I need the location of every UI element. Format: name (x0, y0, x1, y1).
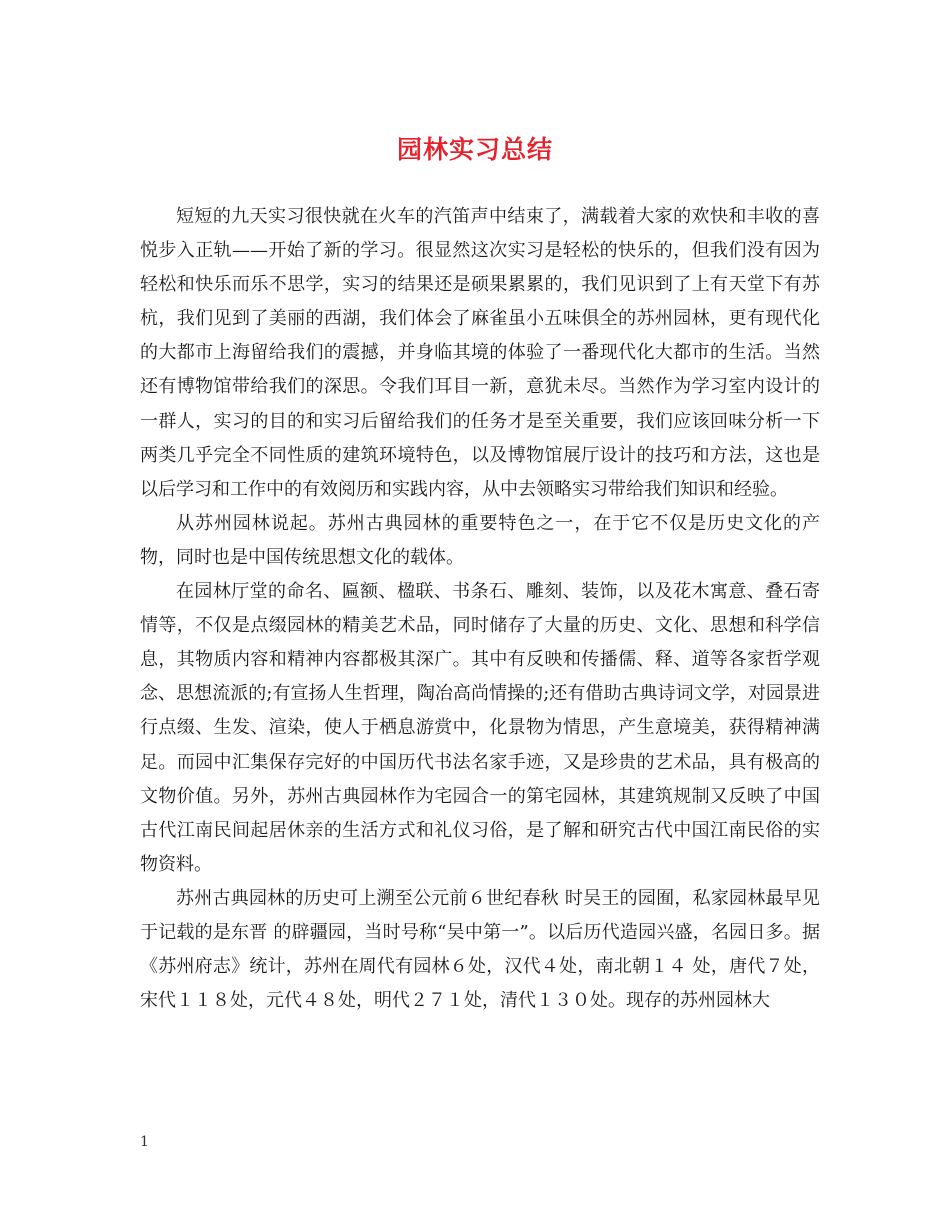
document-title: 园林实习总结 (396, 135, 553, 164)
paragraph-3: 在园林厅堂的命名、匾额、楹联、书条石、雕刻、装饰，以及花木寓意、叠石寄情等，不仅是点缀园林的精美艺术品，同时储存了大量的历史、文化、思想和科学信息，其物质内容和精神内容都极其深广。其中有反映和传播儒、释、道等各家哲学观念、思想流派的;有宣扬人生哲理，陶冶高尚情操的;还有借助古典诗词文学，对园景进行点缀、生发、渲染，使人于栖息游赏中，化景物为情思，产生意境美，获得精神满足。而园中汇集保存完好的中国历代书法名家手迹，又是珍贵的艺术品，具有极高的文物价值。另外，苏州古典园林作为宅园合一的第宅园林，其建筑规制又反映了中国古代江南民间起居休亲的生活方式和礼仪习俗，是了解和研究古代中国江南民俗的实物资料。 (140, 581, 820, 875)
paragraph-4: 苏州古典园林的历史可上溯至公元前６世纪春秋 时吴王的园囿，私家园林最早见于记载的是东晋 的辟疆园，当时号称“吴中第一”。以后历代造园兴盛，名园日多。据《苏州府志》统计，苏州在周代有园林６处，汉代４处，南北朝１４ 处，唐代７处，宋代１１８处，元代４８处，明代２７１处，清代１３０处。现存的苏州园林大 (140, 887, 820, 1012)
paragraph-1: 短短的九天实习很快就在火车的汽笛声中结束了，满载着大家的欢快和丰收的喜悦步入正轨——开始了新的学习。很显然这次实习是轻松的快乐的，但我们没有因为轻松和快乐而乐不思学，实习的结果还是硕果累累的，我们见识到了上有天堂下有苏杭，我们见到了美丽的西湖，我们体会了麻雀虽小五味俱全的苏州园林，更有现代化的大都市上海留给我们的震撼，并身临其境的体验了一番现代化大都市的生活。当然还有博物馆带给我们的深思。令我们耳目一新，意犹未尽。当然作为学习室内设计的一群人，实习的目的和实习后留给我们的任务才是至关重要，我们应该回味分析一下两类几乎完全不同性质的建筑环境特色，以及博物馆展厅设计的技巧和方法，这也是以后学习和工作中的有效阅历和实践内容，从中去领略实习带给我们知识和经验。 (140, 206, 820, 500)
document-body (140, 200, 820, 1018)
page-number: 1 (140, 1134, 149, 1150)
paragraph-2: 从苏州园林说起。苏州古典园林的重要特色之一，在于它不仅是历史文化的产物，同时也是中国传统思想文化的载体。 (140, 512, 820, 568)
